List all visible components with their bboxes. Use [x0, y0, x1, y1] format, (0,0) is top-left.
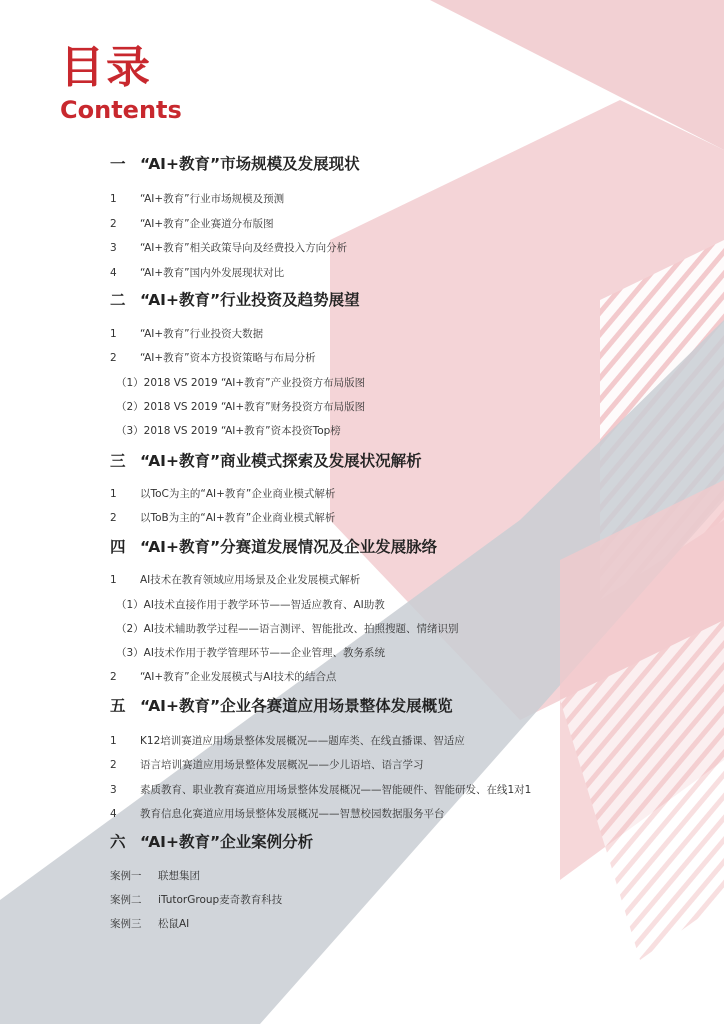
section-heading: 三 “AI+教育”商业模式探索及发展状况解析: [110, 452, 422, 470]
toc-subitem: （3）2018 VS 2019 “AI+教育”资本投资Top榜: [116, 425, 341, 437]
toc-item: 1 “AI+教育”行业市场规模及预测: [110, 193, 285, 205]
section-heading: 二 “AI+教育”行业投资及趋势展望: [110, 291, 360, 309]
section-heading: 五 “AI+教育”企业各赛道应用场景整体发展概览: [110, 697, 453, 715]
toc-item: 2 语言培训赛道应用场景整体发展概况——少儿语培、语言学习: [110, 759, 424, 771]
toc-item: 1 K12培训赛道应用场景整体发展概况——题库类、在线直播课、智适应: [110, 735, 465, 747]
toc-item: 2 “AI+教育”企业赛道分布版图: [110, 218, 274, 230]
toc-subitem: （1）AI技术直接作用于教学环节——智适应教育、AI助教: [116, 599, 385, 611]
section-heading: 四 “AI+教育”分赛道发展情况及企业发展脉络: [110, 538, 438, 556]
case-item: 案例三 松鼠AI: [110, 918, 190, 930]
toc-subitem: （3）AI技术作用于教学管理环节——企业管理、教务系统: [116, 647, 385, 659]
title-en: Contents: [60, 96, 182, 124]
toc-item: 1 以ToC为主的“AI+教育”企业商业模式解析: [110, 488, 336, 500]
case-item: 案例一 联想集团: [110, 870, 200, 882]
toc-item: 1 AI技术在教育领域应用场景及企业发展模式解析: [110, 574, 361, 586]
toc-item: 3 “AI+教育”相关政策导向及经费投入方向分析: [110, 242, 348, 254]
toc-subitem: （2）2018 VS 2019 “AI+教育”财务投资方布局版图: [116, 401, 366, 413]
toc-item: 3 素质教育、职业教育赛道应用场景整体发展概况——智能硬件、智能研发、在线1对1: [110, 784, 532, 796]
section-heading: 六 “AI+教育”企业案例分析: [110, 833, 314, 851]
case-item: 案例二 iTutorGroup麦奇教育科技: [110, 894, 283, 906]
toc-item: 2 “AI+教育”资本方投资策略与布局分析: [110, 352, 316, 364]
toc-item: 2 以ToB为主的“AI+教育”企业商业模式解析: [110, 512, 336, 524]
title-cn: 目录: [60, 42, 152, 93]
toc-subitem: （2）AI技术辅助教学过程——语言测评、智能批改、拍照搜题、情绪识别: [116, 623, 459, 635]
toc-item: 4 “AI+教育”国内外发展现状对比: [110, 267, 285, 279]
toc-subitem: （1）2018 VS 2019 “AI+教育”产业投资方布局版图: [116, 377, 366, 389]
toc-item: 1 “AI+教育”行业投资大数据: [110, 328, 264, 340]
section-heading: 一 “AI+教育”市场规模及发展现状: [110, 155, 360, 173]
toc-item: 2 “AI+教育”企业发展模式与AI技术的结合点: [110, 671, 337, 683]
toc-item: 4 教育信息化赛道应用场景整体发展概况——智慧校园数据服务平台: [110, 808, 445, 820]
